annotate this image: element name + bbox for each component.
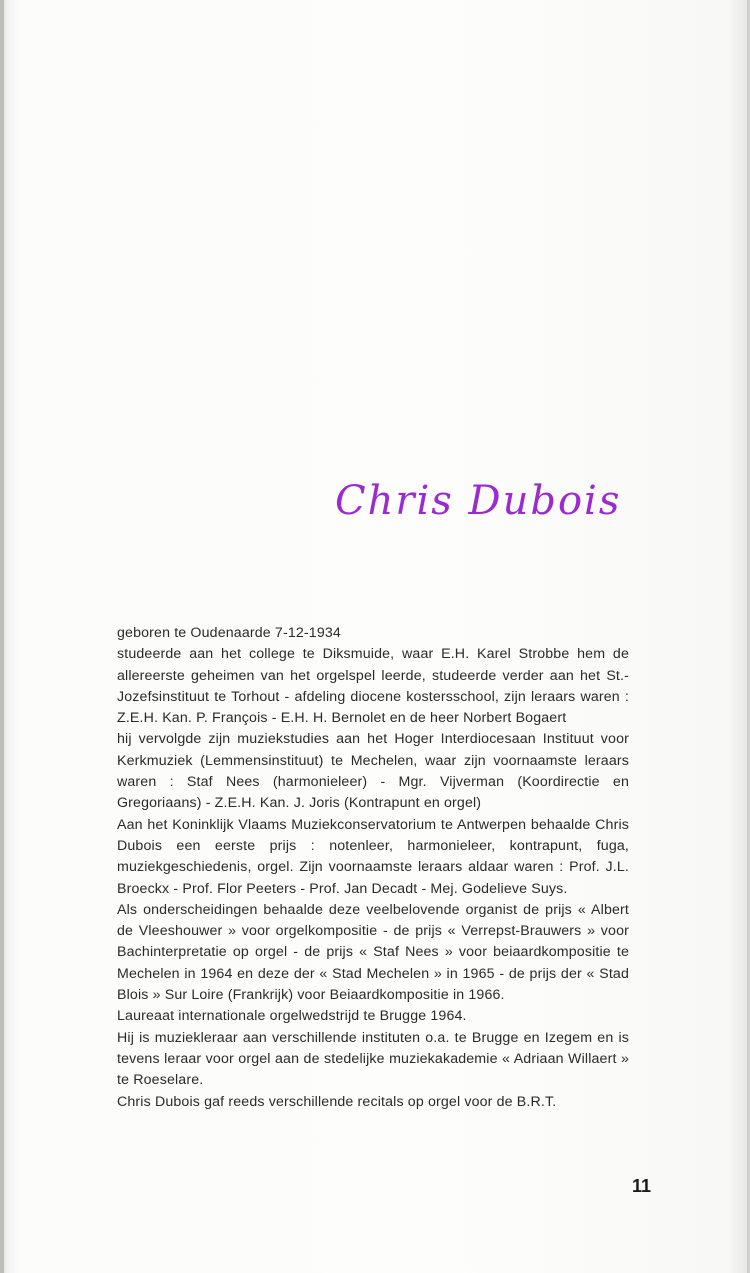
page-left-edge [0, 0, 4, 1273]
page-number: 11 [632, 1176, 652, 1196]
paragraph-conservatory: Aan het Koninklijk Vlaams Muziekconservatorium te Antwerpen behaalde Chris Dubois een eerste prijs : notenleer, harmonieleer, kontrapunt, fuga, muziekgeschiedenis, orgel. Zijn voornaamste leraars aldaar waren : Prof. J.L. Broeckx - Prof. Flor Peeters - Prof. Jan Decadt - Mej. Godelieve Suys. [117, 816, 629, 897]
paragraph-teaching: Hij is muziekleraar aan verschillende instituten o.a. te Brugge en Izegem en is tevens leraar voor orgel aan de stedelijke muziekakademie « Adriaan Willaert » te Roeselare. [117, 1029, 629, 1089]
show-through-bleed [200, 180, 620, 360]
paragraph-laureate: Laureaat internationale orgelwedstrijd te Brugge 1964. [117, 1008, 467, 1025]
paragraph-lemmens-institute: hij vervolgde zijn muziekstudies aan het Hoger Interdiocesaan Instituut voor Kerkmuziek (Lemmensinstituut) te Mechelen, waar zijn voornaamste leraars waren : Staf Nees (harmonieleer) - Mgr. Vijverman (Koordirectie en Gregoriaans) - Z.E.H. Kan. J. Joris (Kontrapunt en orgel) [117, 731, 629, 812]
paragraph-awards: Als onderscheidingen behaalde deze veelbelovende organist de prijs « Albert de Vleeshouwer » voor orgelkompositie - de prijs « Verrepst-Brauwers » voor Bachinterpretatie op orgel - de prijs « Staf Nees » voor beiaardkompositie te Mechelen in 1964 en deze der « Stad Mechelen » in 1965 - de prijs der « Stad Blois » Sur Loire (Frankrijk) voor Beiaardkompositie in 1966. [117, 901, 629, 1004]
biography-text [117, 623, 629, 1113]
page-title: Chris Dubois [335, 478, 622, 524]
paragraph-birth: geboren te Oudenaarde 7-12-1934 [117, 625, 341, 641]
paragraph-early-studies: studeerde aan het college te Diksmuide, waar E.H. Karel Strobbe hem de allereerste geheimen van het orgelspel leerde, studeerde verder aan het St.-Jozefsinstituut te Torhout - afdeling diocene kostersschool, zijn leraars waren : Z.E.H. Kan. P. François - E.H. H. Bernolet en de heer Norbert Bogaert [117, 646, 629, 727]
paragraph-recitals: Chris Dubois gaf reeds verschillende recitals op orgel voor de B.R.T. [117, 1093, 557, 1110]
